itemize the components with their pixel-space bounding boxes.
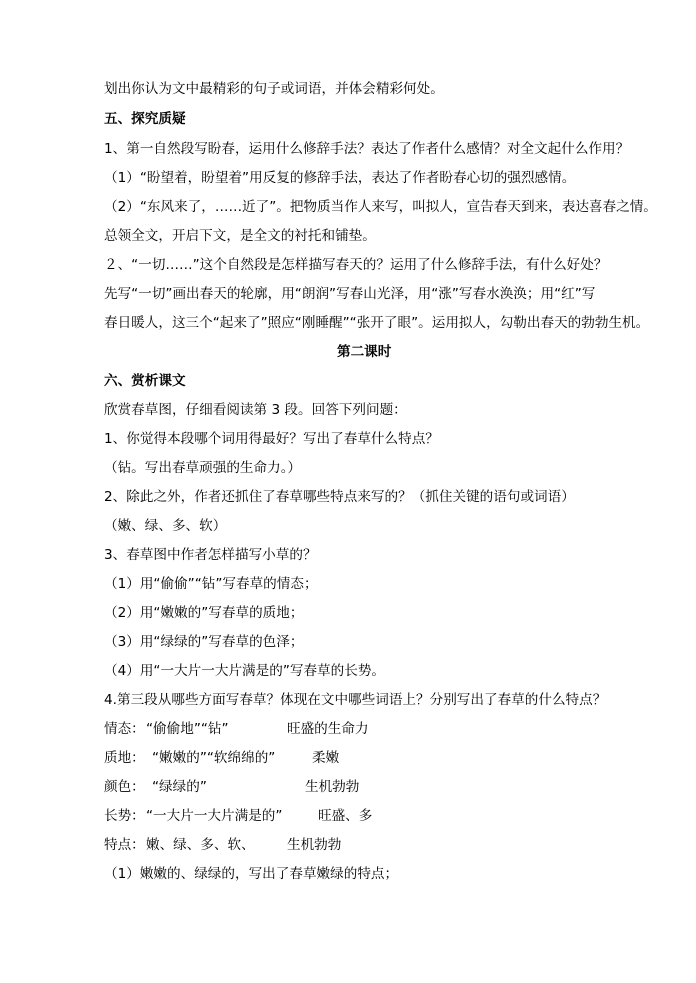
section-5-heading: 五、探究质疑 [104,111,186,127]
row-words-color: “绿绿的” [152,779,207,795]
question-1: 1、第一自然段写盼春，运用什么修辞手法？表达了作者什么感情？对全文起什么作用？ [104,141,630,157]
row-label-color: 颜色： [104,779,145,795]
question-2: ２、“一切……”这个自然段是怎样描写春天的？运用了什么修辞手法，有什么好处？ [104,257,608,273]
answer-1-2-line1: （2）“东风来了，……近了”。把物质当作人来写，叫拟人，宣告春天到来，表达喜春之情。 [104,199,657,215]
row-words-texture: “嫩嫩的”“软绵绵的” [152,750,276,766]
row-label-texture: 质地： [104,750,145,766]
row-feature-traits: 生机勃勃 [287,837,342,853]
s6-question-1: 1、你觉得本段哪个词用得最好？写出了春草什么特点？ [104,431,439,447]
intro-line: 划出你认为文中最精彩的句子或词语，并体会精彩何处。 [104,81,444,97]
s6-answer-3-3: （3）用“绿绿的”写春草的色泽； [104,634,304,650]
answer-2-line1: 先写“一切”画出春天的轮廓，用“朗润”写春山光泽，用“涨”写春水涣涣；用“红”写 [104,286,596,302]
s6-question-3: 3、春草图中作者怎样描写小草的？ [104,547,317,563]
s6-answer-1: （钻。写出春草顽强的生命力。） [104,460,302,476]
s6-answer-3-1: （1）用“偷偷”“钻”写春草的情态； [104,576,318,592]
row-feature-color: 生机勃勃 [305,779,360,795]
s6-question-4: 4.第三段从哪些方面写春草？体现在文中哪些词语上？分别写出了春草的什么特点？ [104,692,607,708]
row-words-state: “偷偷地”“钻” [146,721,229,737]
row-label-state: 情态： [104,721,145,737]
row-label-traits: 特点： [104,837,145,853]
row-words-growth: “一大片一大片满是的” [146,808,283,824]
row-words-traits: 嫩、绿、多、软、 [146,837,255,853]
section-6-intro: 欣赏春草图，仔细看阅读第 3 段。回答下列问题： [104,402,407,418]
s6-last-line: （1）嫩嫩的、绿绿的，写出了春草嫩绿的特点； [104,866,399,882]
row-feature-growth: 旺盛、多 [318,808,373,824]
answer-2-line2: 春日暖人，这三个“起来了”照应“刚睡醒”“张开了眼”。运用拟人，勾勒出春天的勃勃生机。 [104,315,650,331]
s6-answer-3-4: （4）用“一大片一大片满是的”写春草的长势。 [104,663,386,679]
row-feature-state: 旺盛的生命力 [287,721,369,737]
answer-1-1: （1）“盼望着，盼望着”用反复的修辞手法，表达了作者盼春心切的强烈感情。 [104,170,576,186]
section-6-heading: 六、赏析课文 [104,373,186,389]
s6-answer-2: （嫩、绿、多、软） [104,518,227,534]
s6-answer-3-2: （2）用“嫩嫩的”写春草的质地； [104,605,304,621]
s6-question-2: 2、除此之外，作者还抓住了春草哪些特点来写的？（抓住关键的语句或词语） [104,489,575,505]
lesson-2-title: 第二课时 [337,344,392,360]
answer-1-2-line2: 总领全文，开启下文，是全文的衬托和铺垫。 [104,228,376,244]
row-label-growth: 长势： [104,808,145,824]
row-feature-texture: 柔嫩 [312,750,340,766]
